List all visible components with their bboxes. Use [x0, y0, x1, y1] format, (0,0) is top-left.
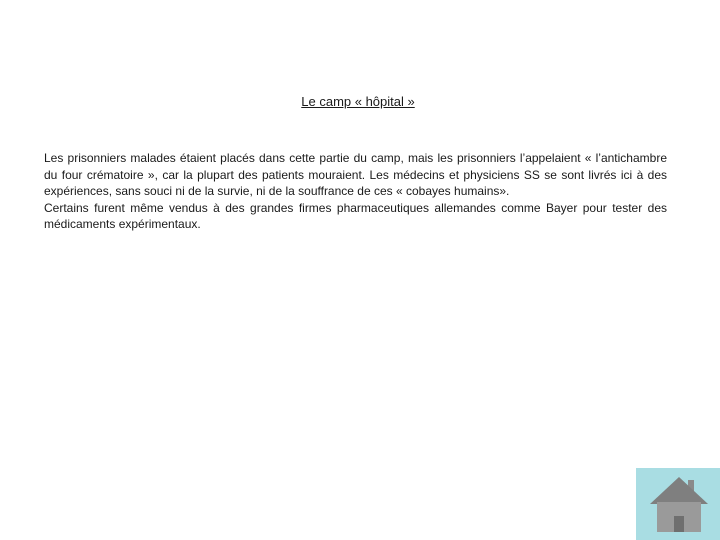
slide-title: Le camp « hôpital » — [301, 94, 415, 109]
body-paragraph: Les prisonniers malades étaient placés dans cette partie du camp, mais les prisonniers l’appelaient « l’antichambre du four crématoire », car la plupart des patients mouraient. Les médecins et physiciens SS se sont livrés ici à des expériences, sans souci ni de la survie, ni de la souffrance de ces « cobayes humains». — [44, 151, 667, 198]
home-icon — [636, 468, 720, 540]
body-paragraph: Certains furent même vendus à des grandes firmes pharmaceutiques allemandes comme Bayer pour tester des médicaments expérimentaux. — [44, 200, 667, 231]
slide-body — [44, 150, 667, 233]
home-button[interactable] — [636, 468, 720, 540]
